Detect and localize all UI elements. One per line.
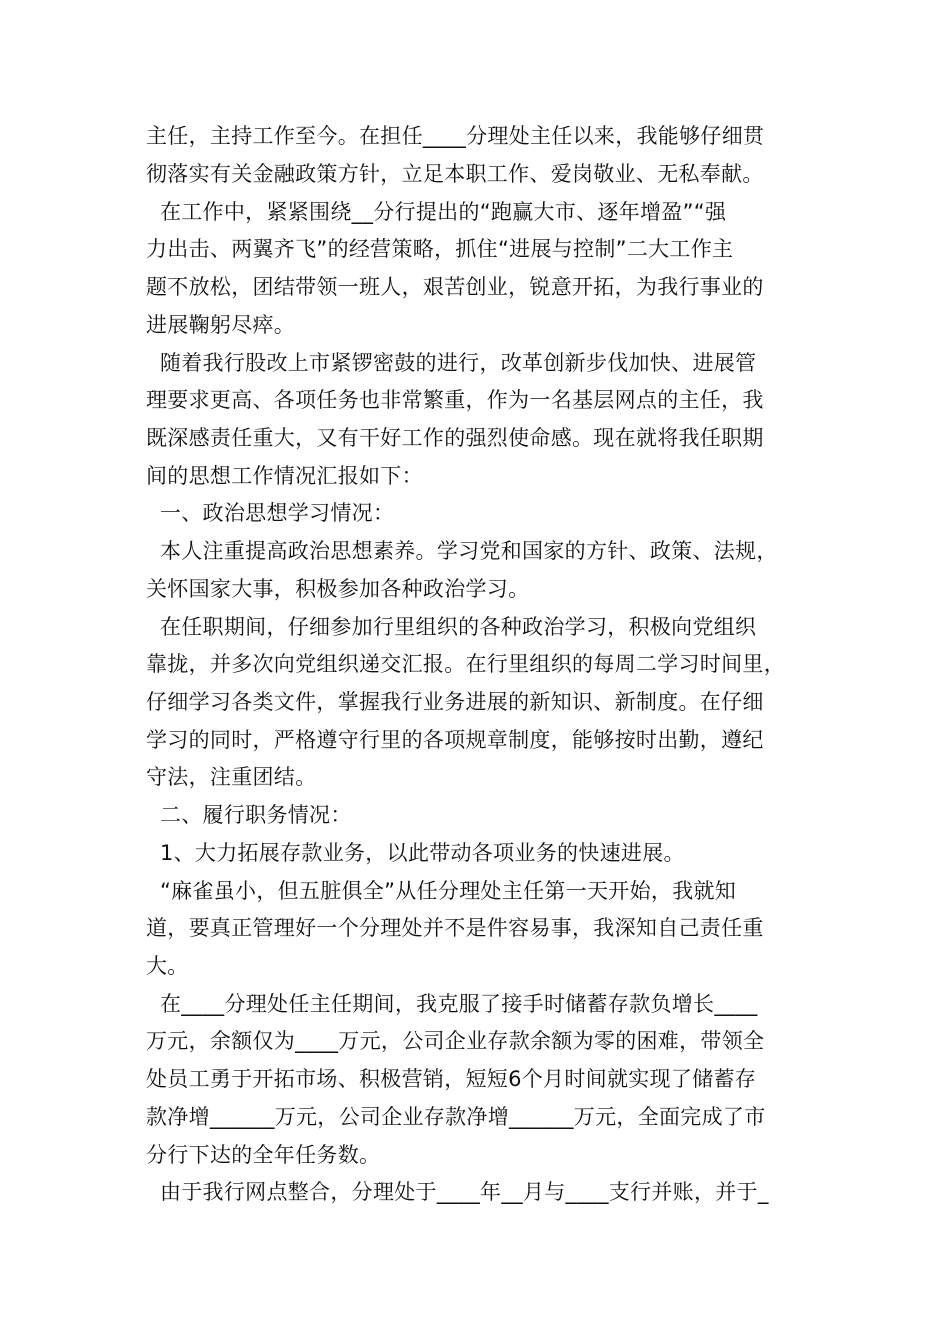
text-line: 处员工勇于开拓市场、积极营销，短短6个月时间就实现了储蓄存: [146, 1067, 757, 1091]
text-line: 间的思想工作情况汇报如下：: [146, 464, 423, 488]
text-line: 主任，主持工作至今。在担任____分理处主任以来，我能够仔细贯: [146, 124, 765, 148]
section-heading: 二、履行职务情况：: [146, 803, 352, 827]
text-line: 1、大力拓展存款业务，以此带动各项业务的快速进展。: [146, 841, 685, 865]
text-line: 仔细学习各类文件，掌握我行业务进展的新知识、新制度。在仔细: [146, 690, 764, 714]
text-line: 分行下达的全年任务数。: [146, 1143, 381, 1167]
text-line: 由于我行网点整合，分理处于____年__月与____支行并账，并于_: [146, 1180, 769, 1204]
text-line: 万元，余额仅为____万元，公司企业存款余额为零的困难，带领全: [146, 1029, 765, 1053]
text-line: 本人注重提高政治思想素养。学习党和国家的方针、政策、法规，: [146, 539, 778, 563]
text-line: 在工作中，紧紧围绕__分行提出的“跑赢大市、逐年增盈”“强: [146, 200, 727, 224]
text-line: “麻雀虽小，但五脏俱全”从任分理处主任第一天开始，我就知: [146, 879, 737, 903]
text-line: 彻落实有关金融政策方针，立足本职工作、爱岗敬业、无私奉献。: [146, 162, 764, 186]
text-line: 大。: [146, 954, 189, 978]
text-line: 在任职期间，仔细参加行里组织的各种政治学习，积极向党组织: [146, 615, 757, 639]
text-line: 题不放松，团结带领一班人，艰苦创业，锐意开拓，为我行事业的: [146, 275, 764, 299]
text-line: 关怀国家大事，积极参加各种政治学习。: [146, 577, 530, 601]
text-line: 守法，注重团结。: [146, 765, 317, 789]
text-line: 靠拢，并多次向党组织递交汇报。在行里组织的每周二学习时间里，: [146, 652, 785, 676]
text-line: 款净增______万元，公司企业存款净增______万元，全面完成了市: [146, 1105, 766, 1129]
section-heading: 一、政治思想学习情况：: [146, 501, 395, 525]
text-line: 既深感责任重大，又有干好工作的强烈使命感。现在就将我任职期: [146, 426, 764, 450]
text-line: 理要求更高、各项任务也非常繁重，作为一名基层网点的主任，我: [146, 388, 764, 412]
text-line: 力出击、两翼齐飞”的经营策略，抓住“进展与控制”二大工作主: [146, 237, 734, 261]
text-line: 在____分理处任主任期间，我克服了接手时储蓄存款负增长____: [146, 992, 758, 1016]
text-line: 道，要真正管理好一个分理处并不是件容易事，我深知自己责任重: [146, 916, 764, 940]
text-line: 随着我行股改上市紧锣密鼓的进行，改革创新步伐加快、进展管: [146, 351, 757, 375]
text-line: 进展鞠躬尽瘁。: [146, 313, 296, 337]
text-line: 学习的同时，严格遵守行里的各项规章制度，能够按时出勤，遵纪: [146, 728, 764, 752]
